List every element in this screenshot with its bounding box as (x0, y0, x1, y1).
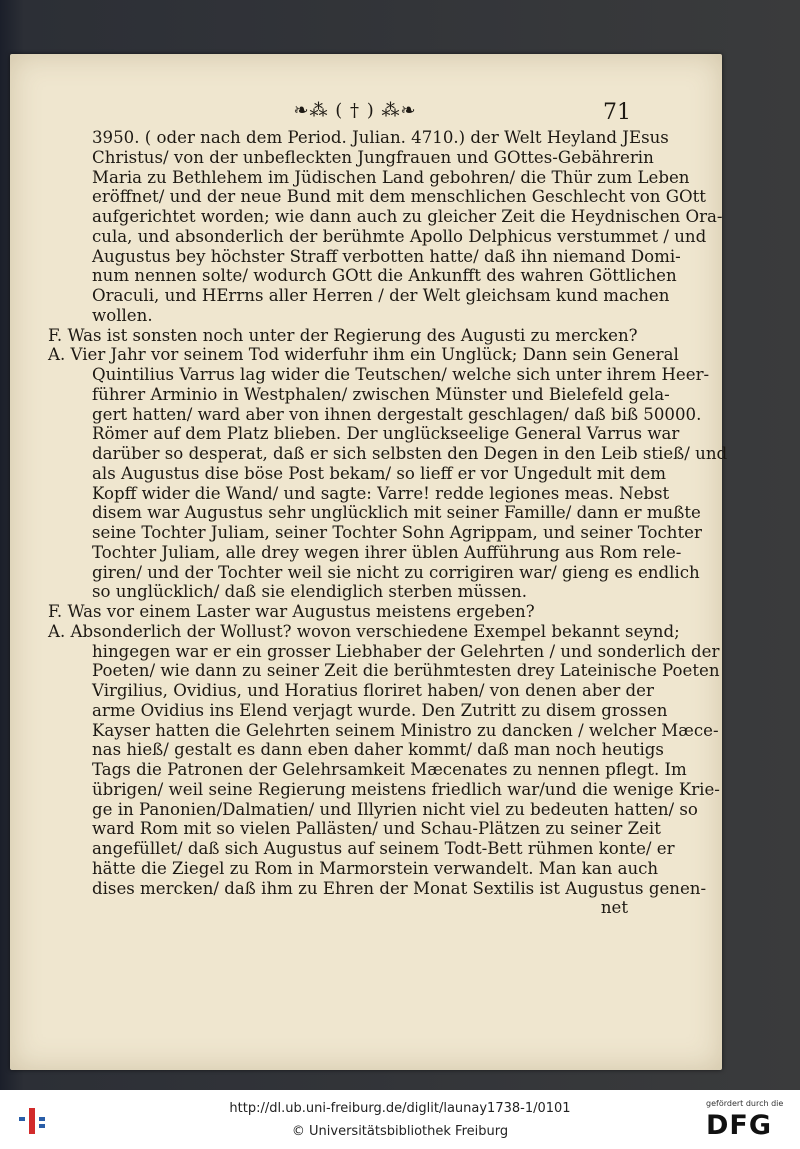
text-line: cula, und absonderlich der berühmte Apollo Delphicus verstummet / und (92, 226, 707, 246)
text-line: ward Rom mit so vielen Pallästen/ und Schau-Plätzen zu seiner Zeit (92, 819, 661, 839)
text-line: Tags die Patronen der Gelehrsamkeit Mæcenates zu nennen pflegt. Im (92, 760, 687, 779)
text-line: wollen. (92, 305, 153, 325)
text-line: num nennen solte/ wodurch GOtt die Ankunfft des wahren Göttlichen (92, 266, 677, 286)
answer-line: A. Absonderlich der Wollust? wovon verschiedene Exempel bekannt seynd; (48, 621, 680, 641)
question-line: F. Was vor einem Laster war Augustus meistens ergeben? (48, 602, 535, 621)
text-line: führer Arminio in Westphalen/ zwischen Münster und Bielefeld gela- (92, 384, 670, 404)
answer-line: A. Vier Jahr vor seinem Tod widerfuhr ihm ein Unglück; Dann sein General (48, 345, 679, 365)
text-line: so unglücklich/ daß sie elendiglich sterben müssen. (92, 582, 528, 602)
logo-bar-right (39, 1117, 45, 1121)
text-line: aufgerichtet worden; wie dann auch zu gleicher Zeit die Heydnischen Ora- (92, 207, 723, 226)
text-line: Christus/ von der unbefleckten Jungfrauen und GOttes-Gebährerin (92, 147, 654, 167)
question-line: F. Was ist sonsten noch unter der Regierung des Augusti zu mercken? (48, 325, 638, 345)
text-line: darüber so desperat, daß er sich selbsten den Degen in den Leib stieß/ und (92, 444, 728, 463)
text-line: Poeten/ wie dann zu seiner Zeit die berühmtesten drey Lateinische Poeten (92, 661, 720, 681)
text-line: hätte die Ziegel zu Rom in Marmorstein verwandelt. Man kan auch (92, 858, 659, 878)
page-number: 71 (603, 100, 631, 125)
text-line: disem war Augustus sehr unglücklich mit seiner Famille/ dann er mußte (92, 503, 701, 523)
text-line: als Augustus dise böse Post bekam/ so lieff er vor Ungedult mit dem (92, 463, 667, 483)
text-line: 3950. ( oder nach dem Period. Julian. 4710.) der Welt Heyland JEsus (92, 128, 669, 147)
text-line: Quintilius Varrus lag wider die Teutschen/ welche sich unter ihrem Heer- (92, 365, 710, 384)
text-line: Kopff wider die Wand/ und sagte: Varre! redde legiones meas. Nebst (92, 483, 670, 503)
permalink-link[interactable]: http://dl.ub.uni-freiburg.de/diglit/launay1738-1/0101 (229, 1101, 571, 1116)
text-line: ge in Panonien/Dalmatien/ und Illyrien nicht viel zu bedeuten hatten/ so (92, 799, 698, 819)
text-line: Maria zu Bethlehem im Jüdischen Land gebohren/ die Thür zum Leben (92, 167, 690, 187)
text-line: übrigen/ weil seine Regierung meistens friedlich war/und die wenige Krie- (92, 779, 720, 799)
dfg-caption: gefördert durch die (706, 1099, 784, 1108)
text-line: nas hieß/ gestalt es dann eben daher kommt/ daß man noch heutigs (92, 740, 664, 760)
text-line: gert hatten/ ward aber von ihnen dergestalt geschlagen/ daß biß 50000. (92, 404, 702, 424)
viewer-footer (0, 1090, 800, 1149)
text-line: angefüllet/ daß sich Augustus auf seinem Todt-Bett rühmen konte/ er (92, 839, 675, 858)
text-line: dises mercken/ daß ihm zu Ehren der Monat Sextilis ist Augustus genen- (92, 878, 707, 898)
text-line: Oraculi, und HErrns aller Herren / der Welt gleichsam kund machen (92, 286, 670, 305)
copyright-text: © Universitätsbibliothek Freiburg (291, 1124, 509, 1139)
text-line: eröffnet/ und der neue Bund mit dem menschlichen Geschlecht von GOtt (92, 187, 706, 207)
text-line: Tochter Juliam, alle drey wegen ihrer üblen Aufführung aus Rom rele- (92, 542, 682, 562)
text-line: hingegen war er ein grosser Liebhaber der Gelehrten / und sonderlich der (92, 641, 720, 661)
text-line: seine Tochter Juliam, seiner Tochter Sohn Agrippam, und seiner Tochter (92, 523, 702, 542)
logo-bar-left (19, 1117, 25, 1121)
text-line: Augustus bey höchster Straff verbotten hatte/ daß ihn niemand Domi- (92, 246, 681, 266)
header-ornament: ❧⁂ ( † ) ⁂❧ (293, 100, 417, 121)
dfg-logo: DFG (706, 1110, 773, 1141)
text-line: arme Ovidius ins Elend verjagt wurde. Den Zutritt zu disem grossen (92, 700, 668, 720)
text-line: Römer auf dem Platz blieben. Der unglückseelige General Varrus war (92, 424, 680, 444)
catchword: net (600, 898, 628, 918)
text-line: Kayser hatten die Gelehrten seinem Ministro zu dancken / welcher Mæce- (92, 720, 719, 740)
text-line: giren/ und der Tochter weil sie nicht zu corrigiren war/ gieng es endlich (92, 562, 700, 582)
page-text (48, 128, 728, 918)
text-line: Virgilius, Ovidius, und Horatius floriret haben/ von denen aber der (92, 681, 654, 700)
page-header (255, 100, 635, 128)
